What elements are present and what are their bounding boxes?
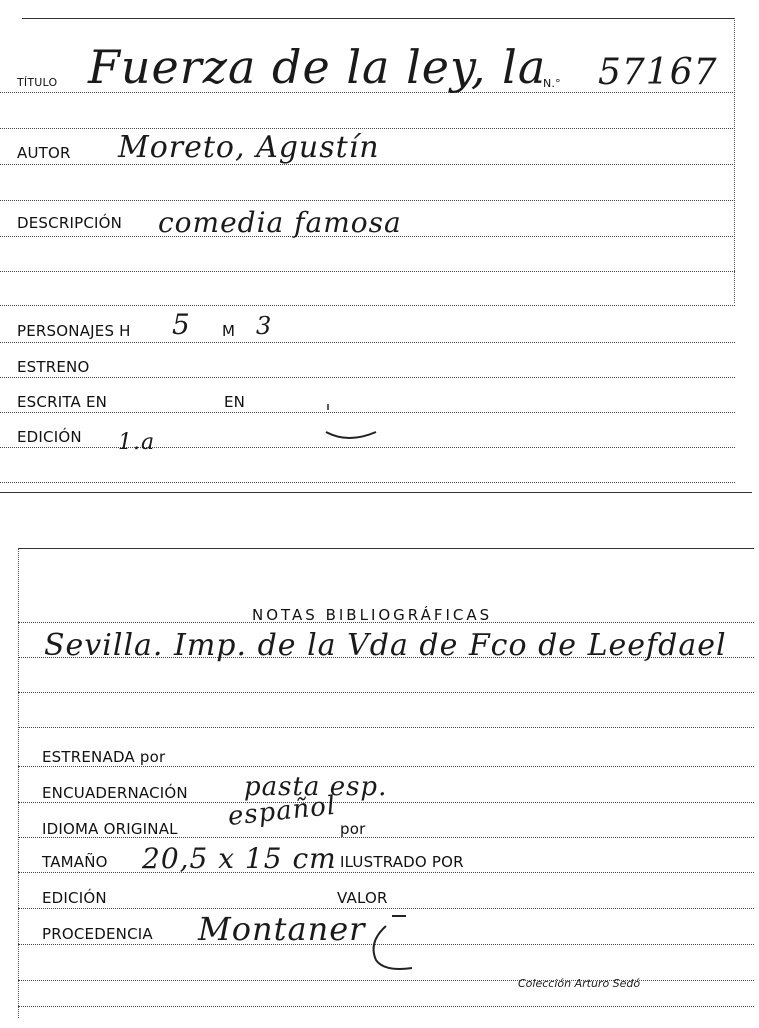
personajes-h-label: PERSONAJES H (17, 322, 131, 340)
ruled-line (0, 342, 735, 343)
valor-label: VALOR (337, 889, 388, 907)
stamp-mark (318, 398, 382, 448)
ruled-line (18, 908, 754, 909)
ruled-line (18, 1006, 754, 1007)
procedencia-value: Montaner (198, 910, 366, 948)
tamano-label: TAMAÑO (42, 853, 108, 871)
ruled-line (18, 766, 754, 767)
ruled-line (0, 482, 735, 483)
numero-value: 57167 (598, 52, 718, 93)
encuadernacion-value: pasta esp. (244, 772, 388, 802)
descripcion-value: comedia famosa (158, 206, 402, 239)
idioma-original-value: español (226, 790, 338, 832)
procedencia-label: PROCEDENCIA (42, 925, 153, 943)
stamp-mark (362, 912, 422, 976)
estreno-label: ESTRENO (17, 358, 90, 376)
edicion-label-bottom: EDICIÓN (42, 889, 107, 907)
numero-label: N.° (543, 77, 561, 90)
ruled-line (18, 802, 754, 803)
ruled-line (0, 200, 735, 201)
ruled-line (0, 271, 735, 272)
catalog-card-bottom (0, 540, 759, 1028)
titulo-value: Fuerza de la ley, la (88, 40, 547, 94)
ruled-line (18, 872, 754, 873)
titulo-label: TÍTULO (17, 76, 58, 89)
personajes-m-label: M (222, 322, 236, 340)
en-label: EN (224, 393, 246, 411)
card-left-edge (18, 548, 19, 1018)
personajes-h-value: 5 (172, 308, 191, 341)
card-top-edge (22, 18, 734, 19)
collection-stamp: Colección Arturo Sedó (518, 977, 641, 990)
estrenada-por-label: ESTRENADA por (42, 748, 166, 766)
por-label: por (340, 820, 366, 838)
notas-heading: NOTAS BIBLIOGRÁFICAS (252, 606, 493, 624)
autor-value: Moreto, Agustín (118, 130, 380, 165)
ruled-line (0, 128, 735, 129)
ruled-line (18, 692, 754, 693)
card-right-edge (734, 18, 735, 303)
idioma-original-label: IDIOMA ORIGINAL (42, 820, 178, 838)
catalog-card-top (0, 0, 759, 500)
ruled-line (0, 377, 735, 378)
tamano-value: 20,5 x 15 cm (142, 842, 337, 875)
card-separator (0, 492, 752, 493)
notas-value: Sevilla. Imp. de la Vda de Fco de Leefdael (44, 628, 727, 663)
personajes-m-value: 3 (256, 312, 273, 340)
ruled-line (18, 980, 754, 981)
autor-label: AUTOR (17, 144, 71, 162)
escrita-en-label: ESCRITA EN (17, 393, 108, 411)
ilustrado-por-label: ILUSTRADO POR (340, 853, 464, 871)
descripcion-label: DESCRIPCIÓN (17, 214, 123, 232)
edicion-label: EDICIÓN (17, 428, 82, 446)
edicion-value: 1.a (118, 430, 156, 455)
card-top-edge (18, 548, 754, 549)
ruled-line (0, 305, 735, 306)
encuadernacion-label: ENCUADERNACIÓN (42, 784, 188, 802)
ruled-line (18, 727, 754, 728)
